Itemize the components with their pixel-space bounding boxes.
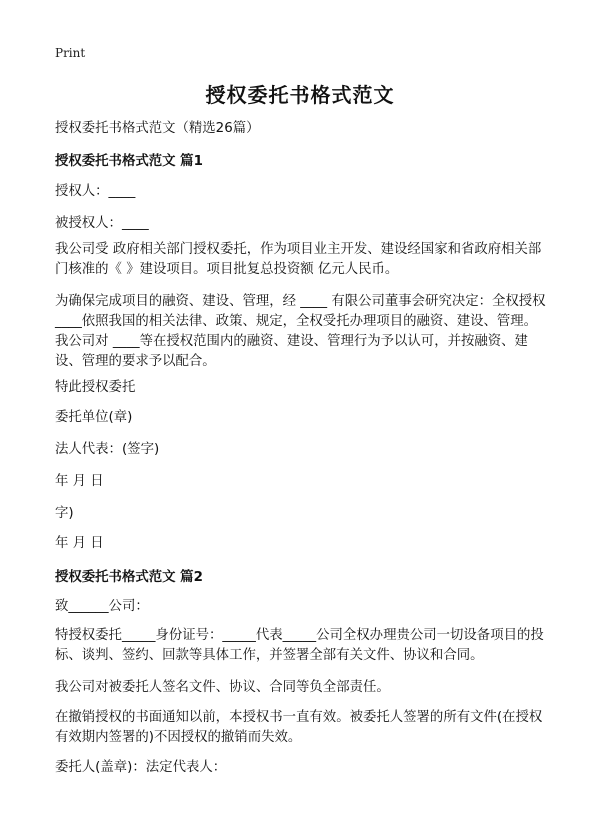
paragraph: 为确保完成项目的融资、建设、管理，经 ____ 有限公司董事会研究决定：全权授权 ____依照我国的相关法律、政策、规定，全权受托办理项目的融资、建设、管理。我公司对 ____等在授权范围内的融资、建设、管理行为予以认可，并按融资、建设、管理的要求予以配合。 — [55, 294, 546, 369]
date-line: 年 月 日 — [55, 474, 104, 489]
paragraph: 特授权委托_____身份证号：_____代表_____公司全权办理贵公司一切设备项目的投标、谈判、签约、回款等具体工作，并签署全部有关文件、协议和合同。 — [55, 628, 544, 663]
authorizer-line: 授权人：____ — [55, 184, 136, 199]
signature-line: 委托人(盖章)：法定代表人： — [55, 760, 227, 775]
special-authorization: 特此授权委托 — [55, 380, 136, 395]
entrusting-unit: 委托单位(章) — [55, 410, 133, 425]
section-heading-2: 授权委托书格式范文 篇2 — [55, 570, 203, 585]
paragraph: 在撤销授权的书面通知以前，本授权书一直有效。被委托人签署的所有文件(在授权有效期内签署的)不因授权的撤销而失效。 — [55, 710, 543, 745]
print-label: Print — [55, 46, 86, 60]
date-line: 年 月 日 — [55, 536, 104, 551]
text-fragment: 字) — [55, 506, 74, 521]
section-heading-1: 授权委托书格式范文 篇1 — [55, 154, 203, 169]
addressee-line: 致______公司： — [55, 599, 149, 614]
authorized-line: 被授权人：____ — [55, 216, 149, 231]
paragraph: 我公司受 政府相关部门授权委托，作为项目业主开发、建设经国家和省政府相关部门核准的《 》建设项目。项目批复总投资额 亿元人民币。 — [55, 242, 542, 277]
paragraph: 我公司对被委托人签名文件、协议、合同等负全部责任。 — [55, 680, 390, 695]
page-title: 授权委托书格式范文 — [205, 83, 395, 107]
subtitle: 授权委托书格式范文（精选26篇） — [55, 121, 260, 136]
legal-representative: 法人代表：(签字) — [55, 442, 160, 457]
